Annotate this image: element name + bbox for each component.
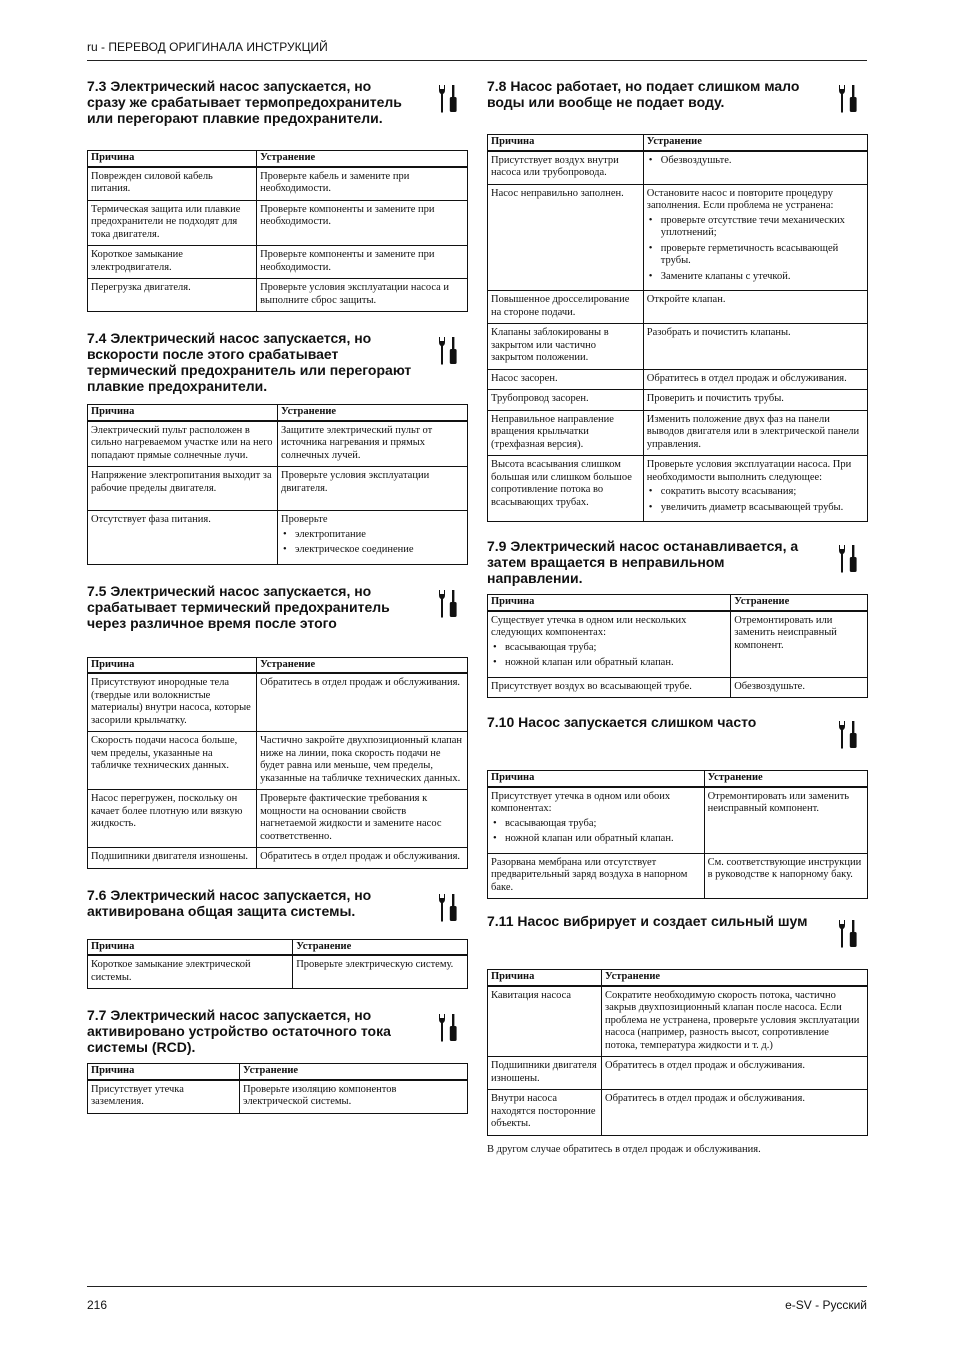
troubleshooting-table bbox=[487, 770, 868, 899]
troubleshooting-table bbox=[87, 404, 468, 565]
table-row bbox=[488, 324, 868, 370]
table-row bbox=[88, 200, 468, 246]
wrench-screwdriver-icon bbox=[836, 720, 860, 750]
troubleshooting-table bbox=[487, 594, 868, 698]
section-7-7 bbox=[87, 1007, 468, 1114]
section-title: 7.8 Насос работает, но подает слишком мало воды или вообще не подает воду. bbox=[487, 78, 800, 110]
cause-cell: Повышенное дросселирование на стороне подачи. bbox=[488, 291, 644, 324]
table-row bbox=[488, 184, 868, 291]
list-item: • ножной клапан или обратный клапан. bbox=[491, 833, 701, 846]
column-header-fix: Устранение bbox=[278, 405, 468, 421]
cause-cell: Присутствуют инородные тела (твердые или волокнистые материалы) внутри насоса, которые засорили крыльчатку. bbox=[88, 673, 257, 732]
section-7-3 bbox=[87, 78, 468, 312]
cause-cell bbox=[488, 787, 705, 854]
fix-cell bbox=[278, 511, 468, 565]
fix-cell: Проверьте компоненты и замените при необходимости. bbox=[257, 246, 468, 279]
fix-cell: Проверьте фактические требования к мощности на основании свойств нагнетаемой жидкости и замените насос соответственно. bbox=[257, 790, 468, 848]
cause-cell: Подшипники двигателя изношены. bbox=[88, 848, 257, 869]
troubleshooting-table bbox=[87, 1063, 468, 1114]
fix-cell: Проверьте компоненты и замените при необходимости. bbox=[257, 200, 468, 246]
cause-cell: Насос засорен. bbox=[488, 369, 644, 390]
fix-cell: Обратитесь в отдел продаж и обслуживания. bbox=[257, 848, 468, 869]
section-7-11 bbox=[487, 913, 868, 1155]
cause-cell: Внутри насоса находятся посторонние объекты. bbox=[488, 1090, 602, 1136]
cause-cell: Скорость подачи насоса больше, чем пределы, указанные на табличке технических данных. bbox=[88, 732, 257, 790]
wrench-screwdriver-icon bbox=[836, 919, 860, 949]
footer-rule bbox=[87, 1286, 867, 1287]
cause-list bbox=[491, 642, 727, 670]
section-title: 7.7 Электрический насос запускается, но активировано устройство остаточного тока системы (RCD). bbox=[87, 1007, 391, 1055]
table-row bbox=[488, 853, 868, 899]
troubleshooting-table bbox=[87, 939, 468, 990]
table-row bbox=[88, 673, 468, 732]
table-row bbox=[88, 1080, 468, 1114]
list-item: • увеличить диаметр всасывающей трубы. bbox=[647, 502, 864, 515]
cause-cell: Присутствует утечка заземления. bbox=[88, 1080, 240, 1114]
cause-cell: Присутствует воздух внутри насоса или трубопровода. bbox=[488, 151, 644, 185]
wrench-screwdriver-icon bbox=[436, 589, 460, 619]
fix-cell: Отремонтировать или заменить неисправный компонент. bbox=[731, 611, 868, 678]
fix-cell bbox=[643, 184, 867, 291]
cause-cell bbox=[488, 611, 731, 678]
wrench-screwdriver-icon bbox=[436, 84, 460, 114]
list-item: • Обезвоздушьте. bbox=[647, 155, 864, 168]
cause-cell: Короткое замыкание электрической системы. bbox=[88, 955, 293, 989]
table-row bbox=[488, 677, 868, 698]
column-header-cause: Причина bbox=[88, 1064, 240, 1080]
cause-cell: Электрический пульт расположен в сильно нагреваемом участке или на него попадают прямые солнечные лучи. bbox=[88, 421, 278, 467]
list-item: • ножной клапан или обратный клапан. bbox=[491, 657, 727, 670]
cause-cell: Присутствует воздух во всасывающей трубе. bbox=[488, 677, 731, 698]
fix-list bbox=[281, 529, 464, 557]
section-title: 7.9 Электрический насос останавливается, а затем вращается в неправильном направлении. bbox=[487, 538, 799, 586]
cause-cell: Разорвана мембрана или отсутствует предварительный заряд воздуха в напорном баке. bbox=[488, 853, 705, 899]
column-header-fix: Устранение bbox=[240, 1064, 468, 1080]
table-row bbox=[88, 167, 468, 201]
table-row bbox=[88, 955, 468, 989]
troubleshooting-table bbox=[487, 969, 868, 1136]
table-row bbox=[488, 151, 868, 185]
fix-text: Проверьте условия эксплуатации насоса. При необходимости выполнить следующее: bbox=[646, 459, 852, 483]
right-column bbox=[487, 78, 868, 1155]
column-header-fix: Устранение bbox=[643, 135, 867, 151]
column-header-fix: Устранение bbox=[731, 595, 868, 611]
fix-cell: Изменить положение двух фаз на панели выводов двигателя или в электрической панели управления. bbox=[643, 410, 867, 456]
left-column bbox=[87, 78, 468, 1114]
table-row bbox=[88, 511, 468, 565]
list-item: • электрическое соединение bbox=[281, 544, 464, 557]
fix-cell: Разобрать и почистить клапаны. bbox=[643, 324, 867, 370]
cause-cell: Подшипники двигателя изношены. bbox=[488, 1057, 602, 1090]
page-header: ru - ПЕРЕВОД ОРИГИНАЛА ИНСТРУКЦИЙ bbox=[87, 40, 328, 54]
table-row bbox=[88, 732, 468, 790]
table-row bbox=[488, 611, 868, 678]
fix-text: Остановите насос и повторите процедуру заполнения. Если проблема не устранена: bbox=[646, 187, 834, 211]
fix-text: Проверьте bbox=[281, 514, 328, 525]
section-title: 7.4 Электрический насос запускается, но вскорости после этого срабатывает термический предохранитель или перегорают плавкие предохранители. bbox=[87, 330, 412, 394]
section-title: 7.5 Электрический насос запускается, но срабатывает термический предохранитель через различное время после этого bbox=[87, 582, 390, 631]
fix-list bbox=[647, 486, 864, 514]
cause-text: Существует утечка в одном или нескольких следующих компонентах: bbox=[491, 614, 687, 638]
cause-cell: Клапаны заблокированы в закрытом или частично закрытом положении. bbox=[488, 324, 644, 370]
document-label: e-SV - Русский bbox=[785, 1298, 867, 1312]
column-header-cause: Причина bbox=[488, 595, 731, 611]
table-row bbox=[488, 410, 868, 456]
list-item: • сократить высоту всасывания; bbox=[647, 486, 864, 499]
column-header-fix: Устранение bbox=[257, 657, 468, 673]
fix-cell: Проверьте кабель и замените при необходимости. bbox=[257, 167, 468, 201]
column-header-fix: Устранение bbox=[602, 970, 868, 986]
section-7-6 bbox=[87, 887, 468, 990]
fix-cell: Сократите необходимую скорость потока, частично закрыв двухпозиционный клапан после насоса. Если проблема не устранена, проверьте условия эксплуатации насоса (например, разность высот, сопротивление потока, температура жидкости и т. д.) bbox=[602, 986, 868, 1057]
section-title: 7.6 Электрический насос запускается, но активирована общая защита системы. bbox=[87, 886, 372, 919]
column-header-cause: Причина bbox=[488, 135, 644, 151]
column-header-fix: Устранение bbox=[704, 771, 867, 787]
fix-cell: Отремонтировать или заменить неисправный компонент. bbox=[704, 787, 867, 854]
cause-cell: Трубопровод засорен. bbox=[488, 390, 644, 411]
section-title: 7.11 Насос вибрирует и создает сильный шум bbox=[487, 913, 808, 929]
section-7-5 bbox=[87, 583, 468, 869]
table-row bbox=[488, 1090, 868, 1136]
list-item: • проверьте герметичность всасывающей трубы. bbox=[647, 243, 864, 268]
wrench-screwdriver-icon bbox=[836, 544, 860, 574]
table-row bbox=[88, 279, 468, 312]
fix-cell: Обратитесь в отдел продаж и обслуживания. bbox=[257, 673, 468, 732]
fix-cell: Обезвоздушьте. bbox=[731, 677, 868, 698]
table-row bbox=[488, 456, 868, 522]
list-item: • Замените клапаны с утечкой. bbox=[647, 271, 864, 284]
table-row bbox=[488, 1057, 868, 1090]
fix-list bbox=[647, 155, 864, 168]
fix-cell bbox=[643, 151, 867, 185]
table-row bbox=[88, 246, 468, 279]
wrench-screwdriver-icon bbox=[436, 1013, 460, 1043]
list-item: • всасывающая труба; bbox=[491, 642, 727, 655]
cause-cell: Насос перегружен, поскольку он качает более плотную или вязкую жидкость. bbox=[88, 790, 257, 848]
section-7-10 bbox=[487, 714, 868, 899]
table-row bbox=[488, 787, 868, 854]
cause-cell: Насос неправильно заполнен. bbox=[488, 184, 644, 291]
cause-cell: Напряжение электропитания выходит за рабочие пределы двигателя. bbox=[88, 467, 278, 511]
fix-cell: Обратитесь в отдел продаж и обслуживания. bbox=[602, 1057, 868, 1090]
column-header-cause: Причина bbox=[88, 405, 278, 421]
table-row bbox=[88, 421, 468, 467]
fix-cell: Обратитесь в отдел продаж и обслуживания. bbox=[602, 1090, 868, 1136]
fix-cell: Защитите электрический пульт от источника нагревания и прямых солнечных лучей. bbox=[278, 421, 468, 467]
cause-list bbox=[491, 818, 701, 846]
cause-cell: Перегрузка двигателя. bbox=[88, 279, 257, 312]
fix-cell bbox=[643, 456, 867, 522]
fix-cell: Проверьте изоляцию компонентов электрической системы. bbox=[240, 1080, 468, 1114]
fix-cell: Проверьте условия эксплуатации двигателя. bbox=[278, 467, 468, 511]
column-header-cause: Причина bbox=[88, 939, 293, 955]
page-number: 216 bbox=[87, 1298, 108, 1312]
table-row bbox=[488, 986, 868, 1057]
column-header-fix: Устранение bbox=[293, 939, 468, 955]
header-rule bbox=[87, 60, 867, 61]
fix-cell: Обратитесь в отдел продаж и обслуживания. bbox=[643, 369, 867, 390]
column-header-cause: Причина bbox=[488, 771, 705, 787]
section-title: 7.3 Электрический насос запускается, но сразу же срабатывает термопредохранитель или перегорают плавкие предохранители. bbox=[87, 78, 402, 126]
list-item: • электропитание bbox=[281, 529, 464, 542]
cause-cell: Кавитация насоса bbox=[488, 986, 602, 1057]
table-row bbox=[88, 790, 468, 848]
column-header-cause: Причина bbox=[88, 657, 257, 673]
fix-cell: Откройте клапан. bbox=[643, 291, 867, 324]
table-row bbox=[488, 291, 868, 324]
fix-list bbox=[647, 215, 864, 284]
fix-cell: Проверьте условия эксплуатации насоса и выполните сброс защиты. bbox=[257, 279, 468, 312]
section-7-8 bbox=[487, 78, 868, 522]
column-header-fix: Устранение bbox=[257, 151, 468, 167]
cause-cell: Неправильное направление вращения крыльчатки (трехфазная версия). bbox=[488, 410, 644, 456]
section-7-9 bbox=[487, 538, 868, 698]
cause-text: Присутствует утечка в одном или обоих компонентах: bbox=[491, 790, 671, 814]
wrench-screwdriver-icon bbox=[436, 893, 460, 923]
cause-cell: Термическая защита или плавкие предохранители не подходят для тока двигателя. bbox=[88, 200, 257, 246]
fix-cell: Проверить и почистить трубы. bbox=[643, 390, 867, 411]
troubleshooting-table bbox=[487, 134, 868, 522]
column-header-cause: Причина bbox=[88, 151, 257, 167]
list-item: • всасывающая труба; bbox=[491, 818, 701, 831]
section-7-4 bbox=[87, 330, 468, 565]
cause-cell: Поврежден силовой кабель питания. bbox=[88, 167, 257, 201]
cause-cell: Короткое замыкание электродвигателя. bbox=[88, 246, 257, 279]
cause-cell: Отсутствует фаза питания. bbox=[88, 511, 278, 565]
wrench-screwdriver-icon bbox=[836, 84, 860, 114]
table-row bbox=[88, 467, 468, 511]
table-row bbox=[488, 390, 868, 411]
column-header-cause: Причина bbox=[488, 970, 602, 986]
cause-cell: Высота всасывания слишком большая или слишком большое сопротивление потока во всасывающих трубах. bbox=[488, 456, 644, 522]
section-title: 7.10 Насос запускается слишком часто bbox=[487, 714, 757, 730]
list-item: • проверьте отсутствие течи механических уплотнений; bbox=[647, 215, 864, 240]
wrench-screwdriver-icon bbox=[436, 336, 460, 366]
fix-cell: Проверьте электрическую систему. bbox=[293, 955, 468, 989]
table-row bbox=[88, 848, 468, 869]
footnote: В другом случае обратитесь в отдел продаж и обслуживания. bbox=[487, 1143, 761, 1155]
fix-cell: Частично закройте двухпозиционный клапан ниже на линии, пока скорость подачи не будет равна или меньше, чем пределы, указанные на табличке технических данных. bbox=[257, 732, 468, 790]
troubleshooting-table bbox=[87, 150, 468, 312]
fix-cell: См. соответствующие инструкции в руководстве к напорному баку. bbox=[704, 853, 867, 899]
troubleshooting-table bbox=[87, 657, 468, 869]
table-row bbox=[488, 369, 868, 390]
